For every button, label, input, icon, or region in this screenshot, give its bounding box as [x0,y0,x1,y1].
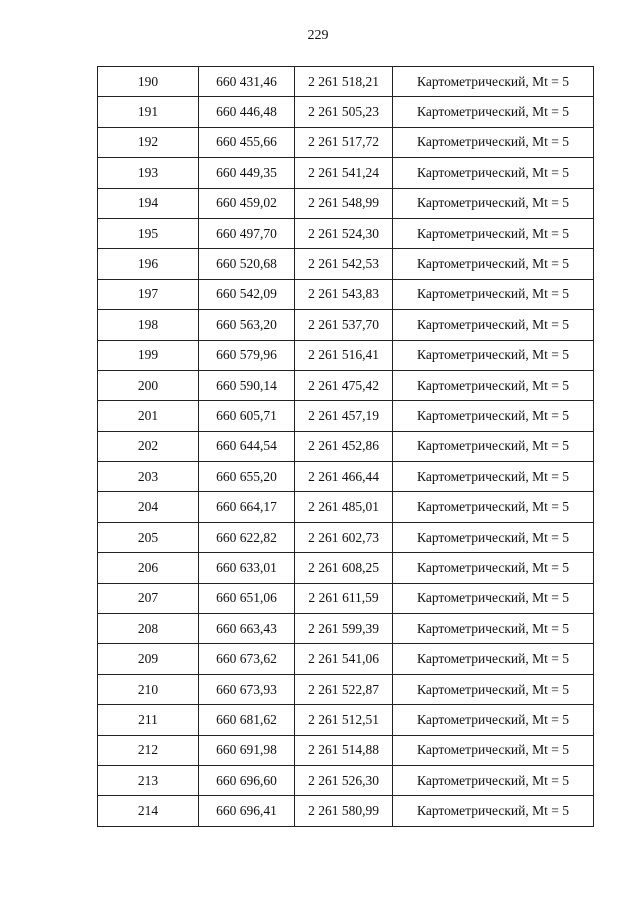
method-cell: Картометрический, Mt = 5 [393,462,594,492]
x-coordinate-cell: 660 579,96 [199,340,295,370]
method-cell: Картометрический, Mt = 5 [393,279,594,309]
y-coordinate-cell: 2 261 541,06 [295,644,393,674]
y-coordinate-cell: 2 261 602,73 [295,522,393,552]
method-cell: Картометрический, Mt = 5 [393,553,594,583]
point-number-cell: 196 [98,249,199,279]
point-number-cell: 209 [98,644,199,674]
x-coordinate-cell: 660 696,60 [199,765,295,795]
table-row [98,97,594,127]
point-number-cell: 204 [98,492,199,522]
point-number-cell: 200 [98,370,199,400]
y-coordinate-cell: 2 261 505,23 [295,97,393,127]
table-row [98,158,594,188]
y-coordinate-cell: 2 261 526,30 [295,765,393,795]
y-coordinate-cell: 2 261 516,41 [295,340,393,370]
point-number-cell: 208 [98,614,199,644]
table-row [98,462,594,492]
y-coordinate-cell: 2 261 466,44 [295,462,393,492]
table-row [98,188,594,218]
table-row [98,553,594,583]
y-coordinate-cell: 2 261 517,72 [295,127,393,157]
y-coordinate-cell: 2 261 543,83 [295,279,393,309]
x-coordinate-cell: 660 696,41 [199,796,295,826]
y-coordinate-cell: 2 261 524,30 [295,218,393,248]
x-coordinate-cell: 660 449,35 [199,158,295,188]
method-cell: Картометрический, Mt = 5 [393,158,594,188]
point-number-cell: 194 [98,188,199,218]
method-cell: Картометрический, Mt = 5 [393,370,594,400]
method-cell: Картометрический, Mt = 5 [393,705,594,735]
table-row [98,340,594,370]
method-cell: Картометрический, Mt = 5 [393,583,594,613]
point-number-cell: 199 [98,340,199,370]
x-coordinate-cell: 660 542,09 [199,279,295,309]
y-coordinate-cell: 2 261 485,01 [295,492,393,522]
table-row [98,765,594,795]
table-row [98,127,594,157]
method-cell: Картометрический, Mt = 5 [393,249,594,279]
point-number-cell: 212 [98,735,199,765]
method-cell: Картометрический, Mt = 5 [393,522,594,552]
table-row [98,644,594,674]
table-row [98,705,594,735]
table-row [98,370,594,400]
method-cell: Картометрический, Mt = 5 [393,127,594,157]
method-cell: Картометрический, Mt = 5 [393,644,594,674]
method-cell: Картометрический, Mt = 5 [393,765,594,795]
x-coordinate-cell: 660 605,71 [199,401,295,431]
table-row [98,401,594,431]
point-number-cell: 198 [98,310,199,340]
point-number-cell: 191 [98,97,199,127]
table-row [98,310,594,340]
point-number-cell: 190 [98,67,199,97]
x-coordinate-cell: 660 446,48 [199,97,295,127]
x-coordinate-cell: 660 563,20 [199,310,295,340]
y-coordinate-cell: 2 261 518,21 [295,67,393,97]
y-coordinate-cell: 2 261 522,87 [295,674,393,704]
table-row [98,614,594,644]
x-coordinate-cell: 660 497,70 [199,218,295,248]
table-row [98,67,594,97]
point-number-cell: 192 [98,127,199,157]
y-coordinate-cell: 2 261 548,99 [295,188,393,218]
table-row [98,735,594,765]
method-cell: Картометрический, Mt = 5 [393,97,594,127]
method-cell: Картометрический, Mt = 5 [393,340,594,370]
point-number-cell: 195 [98,218,199,248]
y-coordinate-cell: 2 261 452,86 [295,431,393,461]
table-row [98,431,594,461]
x-coordinate-cell: 660 655,20 [199,462,295,492]
x-coordinate-cell: 660 520,68 [199,249,295,279]
method-cell: Картометрический, Mt = 5 [393,310,594,340]
y-coordinate-cell: 2 261 537,70 [295,310,393,340]
table-row [98,583,594,613]
y-coordinate-cell: 2 261 512,51 [295,705,393,735]
point-number-cell: 213 [98,765,199,795]
y-coordinate-cell: 2 261 475,42 [295,370,393,400]
method-cell: Картометрический, Mt = 5 [393,431,594,461]
table-row [98,218,594,248]
method-cell: Картометрический, Mt = 5 [393,67,594,97]
point-number-cell: 206 [98,553,199,583]
method-cell: Картометрический, Mt = 5 [393,796,594,826]
point-number-cell: 205 [98,522,199,552]
x-coordinate-cell: 660 431,46 [199,67,295,97]
y-coordinate-cell: 2 261 580,99 [295,796,393,826]
x-coordinate-cell: 660 455,66 [199,127,295,157]
point-number-cell: 211 [98,705,199,735]
x-coordinate-cell: 660 644,54 [199,431,295,461]
x-coordinate-cell: 660 590,14 [199,370,295,400]
x-coordinate-cell: 660 651,06 [199,583,295,613]
table-row [98,674,594,704]
table-row [98,796,594,826]
y-coordinate-cell: 2 261 608,25 [295,553,393,583]
method-cell: Картометрический, Mt = 5 [393,218,594,248]
table-row [98,522,594,552]
method-cell: Картометрический, Mt = 5 [393,614,594,644]
x-coordinate-cell: 660 664,17 [199,492,295,522]
table-row [98,492,594,522]
point-number-cell: 193 [98,158,199,188]
point-number-cell: 214 [98,796,199,826]
x-coordinate-cell: 660 663,43 [199,614,295,644]
y-coordinate-cell: 2 261 611,59 [295,583,393,613]
table-row [98,249,594,279]
method-cell: Картометрический, Mt = 5 [393,401,594,431]
page-number: 229 [307,28,329,43]
point-number-cell: 203 [98,462,199,492]
point-number-cell: 207 [98,583,199,613]
y-coordinate-cell: 2 261 542,53 [295,249,393,279]
table-row [98,279,594,309]
point-number-cell: 202 [98,431,199,461]
table-body [98,67,594,827]
y-coordinate-cell: 2 261 541,24 [295,158,393,188]
method-cell: Картометрический, Mt = 5 [393,735,594,765]
y-coordinate-cell: 2 261 599,39 [295,614,393,644]
point-number-cell: 210 [98,674,199,704]
x-coordinate-cell: 660 691,98 [199,735,295,765]
x-coordinate-cell: 660 673,93 [199,674,295,704]
x-coordinate-cell: 660 633,01 [199,553,295,583]
method-cell: Картометрический, Mt = 5 [393,492,594,522]
method-cell: Картометрический, Mt = 5 [393,674,594,704]
y-coordinate-cell: 2 261 457,19 [295,401,393,431]
coordinates-table [97,66,594,827]
x-coordinate-cell: 660 459,02 [199,188,295,218]
x-coordinate-cell: 660 622,82 [199,522,295,552]
method-cell: Картометрический, Mt = 5 [393,188,594,218]
y-coordinate-cell: 2 261 514,88 [295,735,393,765]
point-number-cell: 197 [98,279,199,309]
x-coordinate-cell: 660 673,62 [199,644,295,674]
x-coordinate-cell: 660 681,62 [199,705,295,735]
point-number-cell: 201 [98,401,199,431]
